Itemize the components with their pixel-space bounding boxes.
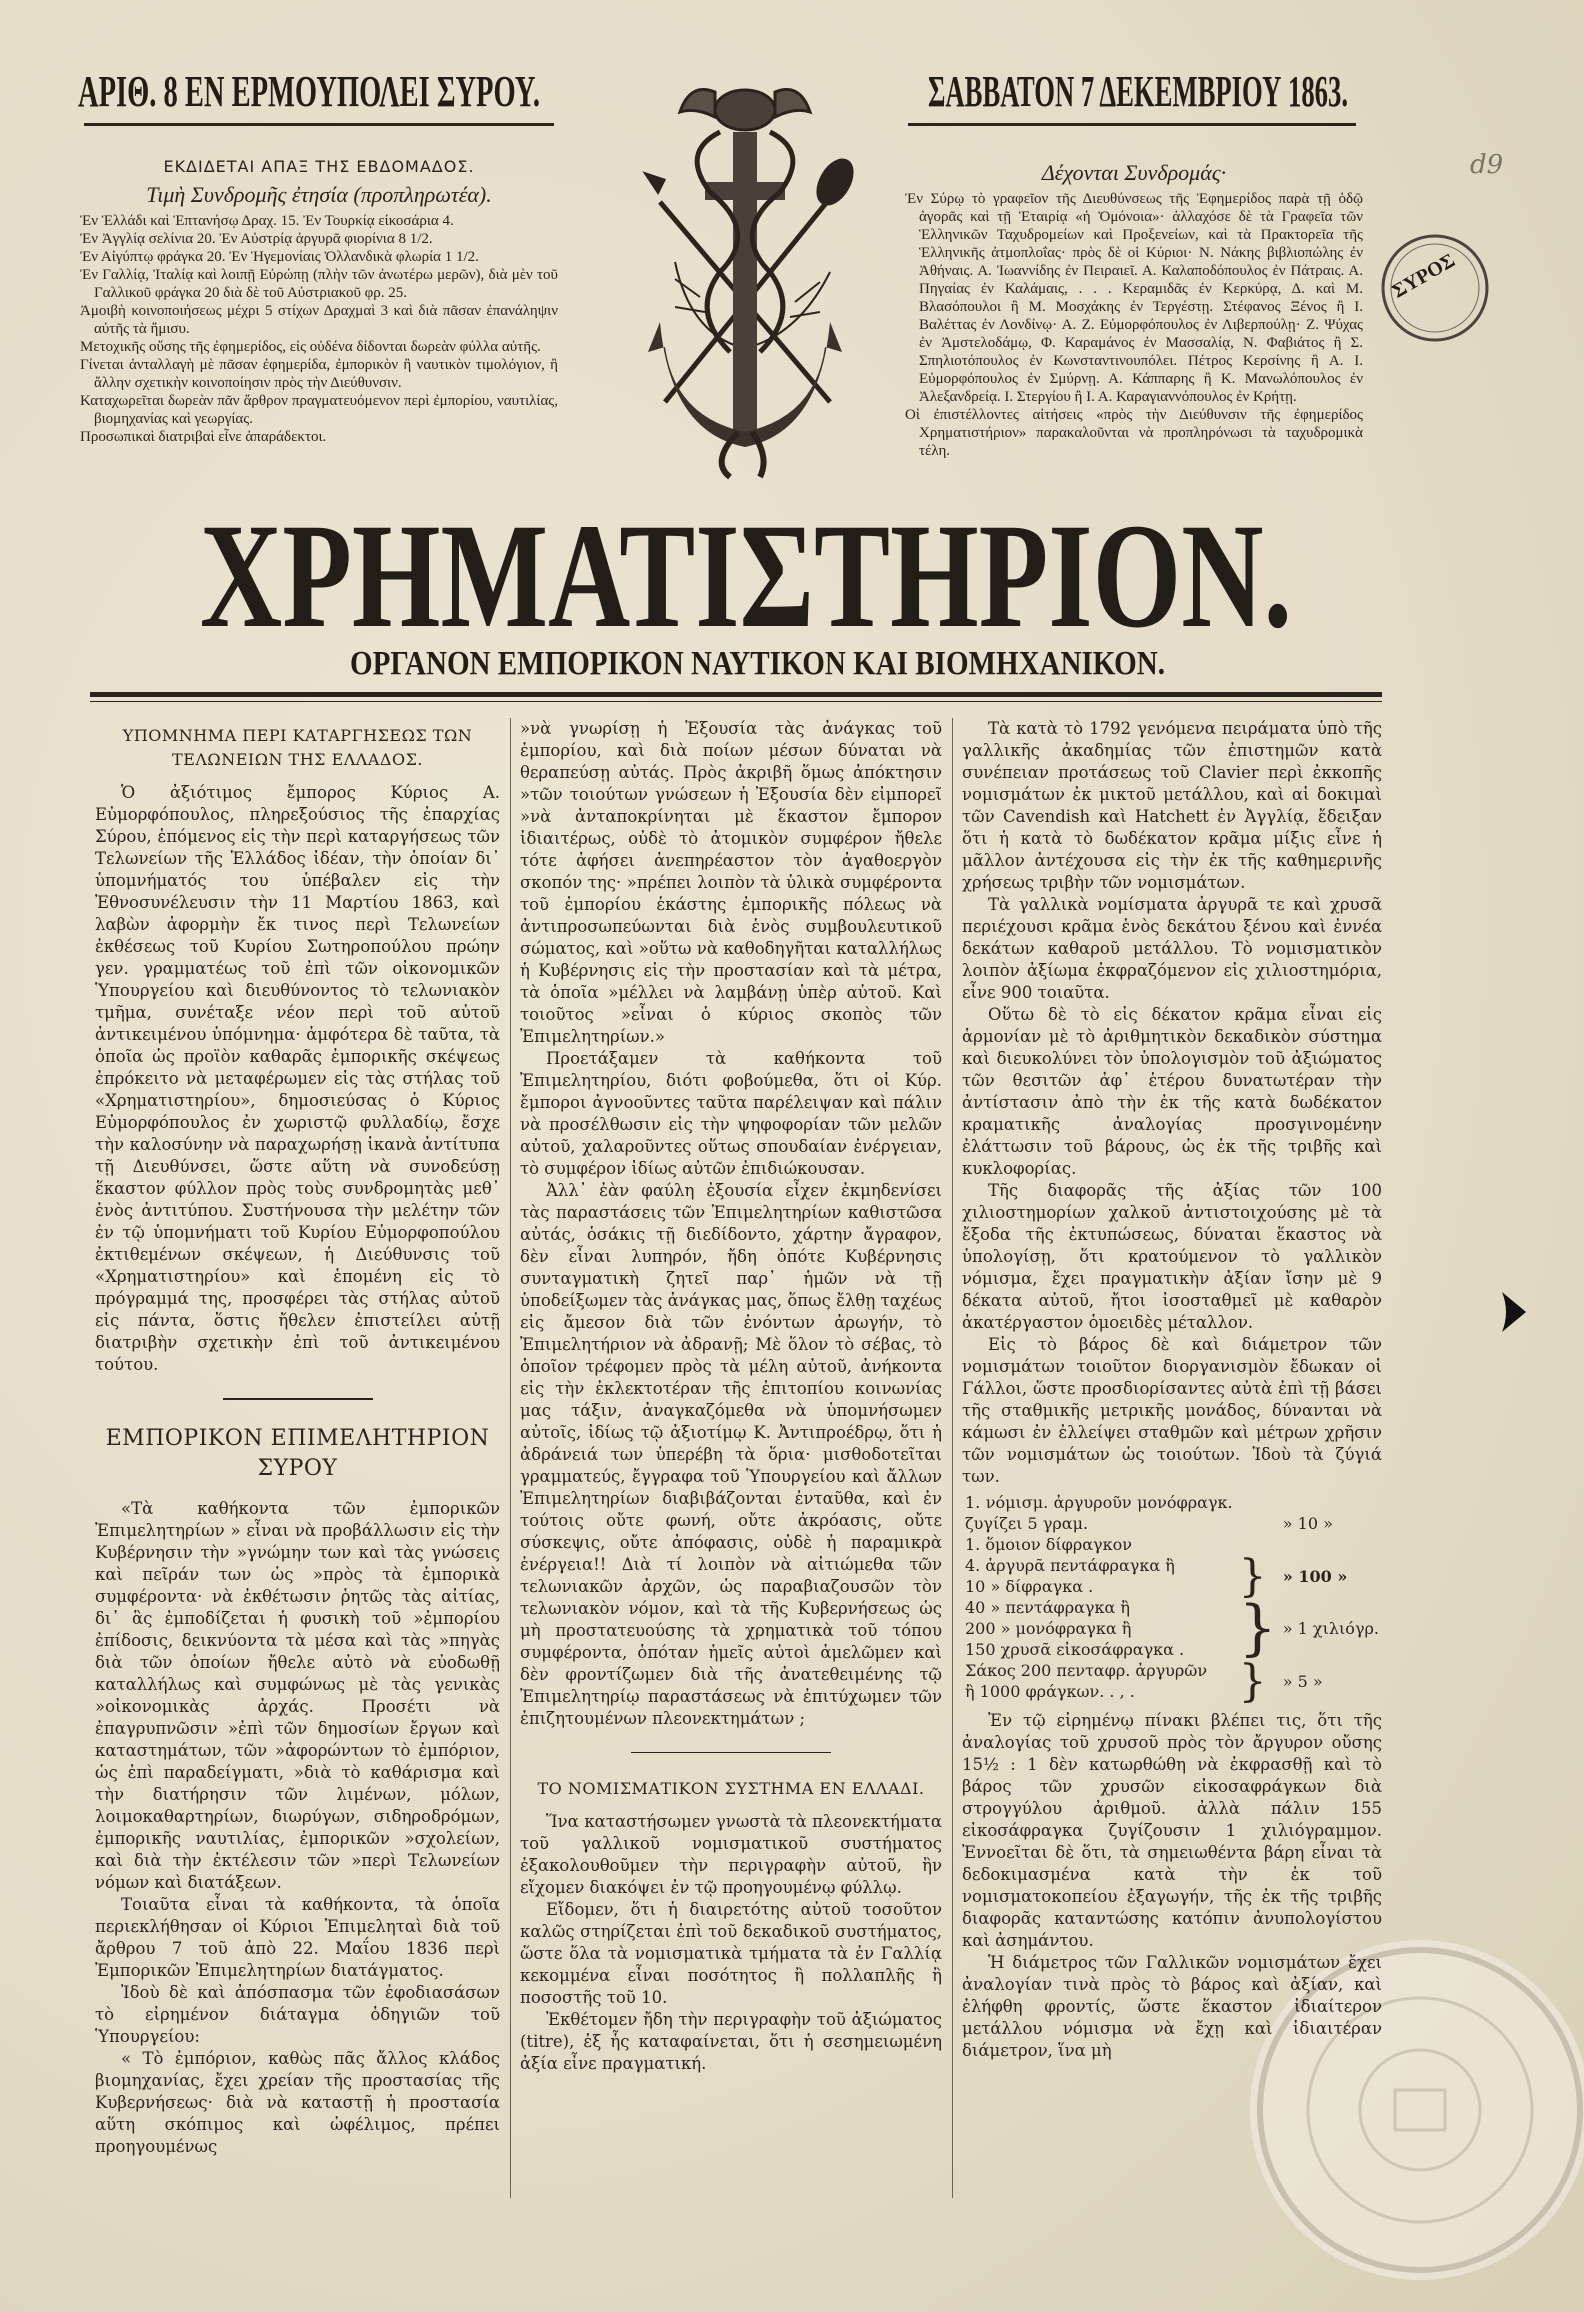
masthead-subtitle [350, 640, 1170, 682]
coin-item: 1. ὅμοιον δίφραγκον [965, 1535, 1132, 1554]
coin-item: 150 χρυσᾶ εἰκοσάφραγκα . [965, 1640, 1185, 1659]
brace: } [1238, 1550, 1267, 1602]
issue-number: ΑΡΙΘ. 8 ΕΝ ΕΡΜΟΥΠΟΛΕΙ ΣΥΡΟΥ. [78, 67, 540, 116]
price-line: Ἐν Ἑλλάδι καὶ Ἑπτανήσῳ Δραχ. 15. Ἐν Τουρκίᾳ εἰκοσάρια 4. [80, 213, 454, 229]
coin-item: Σάκος 200 πενταφρ. ἀργυρῶν [965, 1661, 1208, 1680]
notice-line: Καταχωρεῖται δωρεὰν πᾶν ἄρθρον πραγματευόμενον περὶ ἐμπορίου, ναυτιλίας, βιομηχανίας καὶ γεωργίας. [80, 393, 558, 427]
article-title: ΤΟ ΝΟΜΙΣΜΑΤΙΚΟΝ ΣΥΣΤΗΜΑ ΕΝ ΕΛΛΑΔΙ. [537, 1779, 925, 1798]
table-row [962, 1660, 1382, 1702]
article-paragraph: Τὰ κατὰ τὸ 1792 γενόμενα πειράματα ὑπὸ τῆς γαλλικῆς ἀκαδημίας τῶν ἐπιστημῶν κατὰ συνέπειαν προτάσεως τοῦ Clavier περὶ ἐκκοπῆς νομισμάτων ἐκ μικτοῦ μετάλλου, καὶ αἱ δοκιμαὶ τῶν Cavendish καὶ Hatchett ἐν Ἀγγλίᾳ, ἔδειξαν ὅτι ἡ κατὰ τὸ δωδέκατον κρᾶμα μίξις εἶνε ἡ μᾶλλον ἀντέχουσα εἰς τὴν ἐκ τῆς καθημερινῆς χρήσεως τριβὴν τῶν νομισμάτων. [962, 719, 1382, 892]
article-paragraph: Τοιαῦτα εἶναι τὰ καθήκοντα, τὰ ὁποῖα περιεκλήθησαν οἱ Κύριοι Ἐπιμεληταὶ διὰ τοῦ ἄρθρου 7 τοῦ ἀπὸ 22. Μαΐου 1836 περὶ Ἐμπορικῶν Ἐπιμελητηρίων διατάγματος. [95, 1895, 500, 1980]
article-paragraph: Προετάξαμεν τὰ καθήκοντα τοῦ Ἐπιμελητηρίου, διότι φοβούμεθα, ὅτι οἱ Κύρ. ἔμποροι ἀγνοοῦντες ταῦτα παρέλειψαν καὶ πάλιν νὰ προσέλθωσιν εἰς τὴν ψηφοφορίαν τῶν μελῶν αὐτοῦ, χαλαροῦντες οὕτως σπουδαίαν ἐνέργειαν, τὸ συμφέρον ἰδίως αὐτῶν ἐπιδιώκουσαν. [520, 1049, 942, 1178]
column-1 [95, 718, 500, 2208]
margin-note: d9 [1470, 150, 1504, 180]
article-paragraph: Οὕτω δὲ τὸ εἰς δέκατον κρᾶμα εἶναι εἰς ἁρμονίαν μὲ τὸ ἀριθμητικὸν δεκαδικὸν σύστημα καὶ διευκολύνει τὸν ὑπολογισμὸν τοῦ ἀξιώματος τῶν θεσιτῶν ἀφ᾽ ἑτέρου δυνατωτέραν τὴν ἀντίστασιν ἀπὸ τὴν ἐκ τῆς κατὰ δωδέκατον κραματικῆς ἀναλογίας προσγινομένην ἐλάττωσιν τοῦ βάρους, ὡς ἐκ τῆς τριβῆς καὶ κυκλοφορίας. [962, 1005, 1382, 1178]
article-paragraph: Ἐκθέτομεν ἤδη τὴν περιγραφὴν τοῦ ἀξιώματος (titre), ἐξ ἧς καταφαίνεται, ὅτι ἡ σεσημειωμένη ἀξία εἶνε πραγματική. [520, 2010, 942, 2073]
section-divider [631, 1752, 831, 1753]
subscription-agents [905, 160, 1363, 460]
publication-frequency: ΕΚΔΙΔΕΤΑΙ ΑΠΑΞ ΤΗΣ ΕΒΔΟΜΑΔΟΣ. [163, 157, 475, 176]
column-3 [962, 718, 1382, 2208]
brace: } [1238, 1655, 1267, 1707]
article-paragraph: Ἀλλ᾽ ἐὰν φαύλη ἐξουσία εἶχεν ἐκμηδενίσει τὰς παραστάσεις τῶν Ἐπιμελητηρίων καθιστῶσα αὐτάς, ὁσάκις τῇ διεδίδοντο, χάρτην ἄγραφον, δὲν εἶναι λυπηρόν, ἤδη ὁπότε Κυβέρνησις συνταγματικὴ ζητεῖ παρ᾽ ἡμῶν νὰ τῇ ὑποδείξωμεν τὰς ἀνάγκας μας, ὅπως ἔλθῃ ταχέως εἰς ἄμεσον διὰ τῶν ἐνόντων ἀρωγήν, τὸ Ἐπιμελητήριον νὰ ἀδρανῇ; Μὲ ὅλον τὸ σέβας, τὸ ὁποῖον τρέφομεν πρὸς τὰ μέλη αὐτοῦ, ἀνήκοντα εἰς τὴν ἐκλεκτοτέραν τῆς ἐπιτοπίου κοινωνίας μας τάξιν, ἀναγκαζόμεθα νὰ ὑπομνήσωμεν αὐτοῖς, ἰδίως τῷ ἀξιοτίμῳ Κ. Ἀντιπροέδρῳ, ὅτι ἡ ἀδράνειά των ὑπερέβη τὰ ὅρια· μισθοδοτεῖται γραμματεύς, ἔγγραφα τοῦ Ὑπουργείου καὶ ἄλλων Ἐπιμελητηρίων διαβιβάζονται ἐνταῦθα, καὶ ἐν τούτοις οὔτε φωνή, οὔτε ἀκρόασις, οὔτε σύσκεψις, οὔτε ἀπόφασις, οὐδὲ ἡ παραμικρὰ ἐνέργεια!! Διὰ τί λοιπὸν νὰ αἰτιώμεθα τῶν τελωνιακῶν ἀρχῶν, ὡς παραβιαζουσῶν τὸν τελωνιακὸν νόμον, καὶ τὰ τῆς Κυβερνήσεως ὡς μὴ προστατευούσης τὰ χρηματικὰ τοῦ τόπου συμφέροντα, ὁπόταν ἡμεῖς αὐτοὶ ἀμελῶμεν καὶ δὲν φροντίζωμεν διὰ τῆς ἀνατεθειμένης τῷ Ἐπιμελητηρίῳ παραστάσεως νὰ ἐπιτύχωμεν τῶν ἐπιζητουμένων πλεονεκτημάτων ; [520, 1181, 942, 1728]
coin-item: ἢ 1000 φράγκων. . , . [965, 1682, 1135, 1701]
table-cell [962, 1492, 1236, 1555]
arrow-marker-icon [1498, 1290, 1528, 1334]
column-divider [952, 718, 953, 2198]
table-cell [962, 1660, 1236, 1702]
masthead-rule-thick [90, 692, 1382, 697]
coin-item: 1. νόμισμ. ἀργυροῦν μονόφραγκ. ζυγίζει 5 γραμ. [965, 1493, 1233, 1533]
newspaper-subtitle: ΟΡΓΑΝΟΝ ΕΜΠΟΡΙΚΟΝ ΝΑΥΤΙΚΟΝ ΚΑΙ ΒΙΟΜΗΧΑΝΙΚΟΝ. [350, 645, 1165, 682]
article-paragraph: »νὰ γνωρίσῃ ἡ Ἐξουσία τὰς ἀνάγκας τοῦ ἐμπορίου, καὶ διὰ ποίων μέσων δύναται νὰ θεραπεύσῃ αὐτάς. Πρὸς ἀκριβῆ ὅμως ἀπόκτησιν »τῶν τοιούτων γνώσεων ἡ Ἐξουσία δὲν εἰμπορεῖ »νὰ ἀνταποκρίνηται μὲ ἕκαστον ἔμπορον ἰδιαιτέρως, οὐδὲ τὸ ἀτομικὸν συμφέρον ἤθελε τότε ἀφήσει ἀνεπηρέαστον τὸν ἀγαθοεργὸν σκοπόν της· »πρέπει λοιπὸν τὰ ὑλικὰ συμφέροντα τοῦ ἐμπορίου ἑκάστης ἐμπορικῆς πόλεως νὰ ἀντιπροσωπεύωνται διὰ ἑνὸς συμβουλευτικοῦ σώματος, καὶ »οὕτω νὰ καθοδηγῆται καταλλήλως ἡ Κυβέρνησις εἰς τὴν προστασίαν καὶ τὰ μέτρα, τὰ ὁποῖα »μέλλει νὰ λαμβάνῃ ὑπὲρ αὐτοῦ. Καὶ τοιοῦτος »εἶναι ὁ κύριος σκοπὸς τῶν Ἐπιμελητηρίων.» [520, 719, 942, 1046]
issue-line [78, 66, 548, 116]
coin-item: 40 » πεντάφραγκα ἢ [965, 1598, 1130, 1617]
article-paragraph: Ἰδοὺ δὲ καὶ ἀπόσπασμα τῶν ἐφοδιασάσων τὸ εἰρημένον διάταγμα ὁδηγιῶν τοῦ Ὑπουργείου: [95, 1983, 500, 2046]
article-paragraph: Εἴδομεν, ὅτι ἡ διαιρετότης αὐτοῦ τοσοῦτον καλῶς στηρίζεται ἐπὶ τοῦ δεκαδικοῦ συστήματος, ὥστε ὅλα τὰ νομισματικὰ τμήματα τὰ ἐν Γαλλίᾳ κεκομμένα εἶναι ποσότητος ἢ πολλαπλῆς ἢ ποσοστῆς τοῦ 10. [520, 1900, 942, 2007]
subscription-price-title: Τιμὴ Συνδρομῆς ἐτησία (προπληρωτέα). [146, 182, 492, 207]
notice-line: Μετοχικῆς οὔσης τῆς ἐφημερίδος, εἰς οὐδένα δίδονται δωρεὰν φύλλα αὐτῆς. [80, 339, 541, 355]
weight-value: » 10 » [1282, 1514, 1333, 1533]
brace: } [1238, 1593, 1277, 1663]
price-line: Ἐν Ἀγγλίᾳ σελίνια 20. Ἐν Αὐστρίᾳ ἀργυρᾶ φιορίνια 8 1/2. [80, 231, 433, 247]
date-line [928, 66, 1358, 116]
coin-item: 4. ἀργυρᾶ πεντάφραγκα ἢ [965, 1556, 1175, 1575]
weight-value: » 5 » [1282, 1671, 1323, 1691]
postmark-stamp-icon [1375, 228, 1495, 348]
table-cell [962, 1555, 1236, 1597]
article-title: ΕΜΠΟΡΙΚΟΝ ΕΠΙΜΕΛΗΤΗΡΙΟΝ ΣΥΡΟΥ [105, 1426, 490, 1481]
table-row [962, 1597, 1382, 1660]
coin-item: 200 » μονόφραγκα ἢ [965, 1619, 1132, 1638]
masthead [200, 506, 1300, 636]
notice-line: Γίνεται ἀνταλλαγὴ μὲ πᾶσαν ἐφημερίδα, ἐμπορικὸν ἢ ναυτικὸν τιμολόγιον, ἢ ἄλλην σχετικὴν κοινοποίησιν πρὸς τὴν Διεύθυνσιν. [80, 357, 558, 391]
article-paragraph: Τῆς διαφορᾶς τῆς ἀξίας τῶν 100 χιλιοστημορίων χαλκοῦ ἀντιστοιχούσης μὲ τὰ ἔξοδα τῆς ἐκτυπώσεως, δύναται ἕκαστος νὰ ὑπολογίσῃ, ὅτι κρατούμενον τὸ γαλλικὸν νόμισμα, ἔχει πραγματικὴν ἀξίαν ἴσην μὲ 9 δέκατα αὐτοῦ, ἤτοι ἰσοσταθμεῖ μὲ καθαρὸν ἀκατέργαστον ὁμοειδὲς μέταλλον. [962, 1181, 1382, 1332]
weight-value: » 100 » [1282, 1566, 1348, 1586]
agents-list: Ἐν Σύρῳ τὸ γραφεῖον τῆς Διευθύνσεως τῆς Ἐφημερίδος παρὰ τῇ ὁδῷ ἀγορᾶς καὶ τῇ Ἑταιρίᾳ «ἡ Ὁμόνοια»· ἀλλαχόσε δὲ τὰ Γραφεῖα τῶν Ἑλληνικῶν Ταχυδρομείων καὶ Προξενείων, καὶ τὰ Πρακτορεῖα τῆς Ἑλληνικῆς ἀτμοπλοΐας· πρὸς δὲ οἱ Κύριοι· Ν. Νάκης βιβλιοπώλης ἐν Ἀθήναις. Α. Ἰωαννίδης ἐν Πειραιεῖ. Α. Καλαποδόπουλος ἐν Πάτραις. Α. Πηγαίας ἐν Καλάμαις, . . . Κεραμιδᾶς ἐν Κερκύρᾳ, Δ. καὶ Μ. Βλασόπουλοι ἢ Μ. Μοσχάκης ἐν Τεργέστῃ. Στέφανος Ξένος ἢ Ι. Βαλέττας ἐν Λονδίνῳ· Α. Ζ. Εὐμορφόπουλος ἐν Λιβερπούλῃ· Ζ. Ψύχας ἐν Ἀμστελοδάμῳ, Φ. Καραμάνος ἐν Μασσαλίᾳ, Ν. Φαβιάτος ἢ Σ. Σπηλιοτόπουλος ἐν Κωνσταντινουπόλει. Πέτρος Κερσίνης ἢ Α. Ι. Εὐμορφόπουλος ἐν Σμύρνῃ. Α. Κάππαρης ἢ Κ. Μανωλόπουλος ἐν Ἀλεξανδρείᾳ. Ι. Στεργίου ἢ Ι. Α. Καραγιαννόπουλος ἐν Κρήτῃ. [905, 191, 1363, 405]
notice-line: Ἀμοιβὴ κοινοποιήσεως μέχρι 5 στίχων Δραχμαὶ 3 καὶ διὰ πᾶσαν ἐπανάληψιν αὐτῆς τὰ ἥμισυ. [80, 303, 558, 337]
newspaper-title: ΧΡΗΜΑΤΙΣΤΗΡΙΟΝ. [200, 506, 1292, 636]
weight-value: » 1 χιλιόγρ. [1282, 1619, 1379, 1638]
anchor-caduceus-emblem-icon [620, 72, 870, 482]
table-row [962, 1555, 1382, 1597]
header-rule-left [84, 123, 554, 126]
agents-title: Δέχονται Συνδρομάς· [1041, 160, 1227, 185]
price-line: Ἐν Γαλλίᾳ, Ἰταλίᾳ καὶ λοιπῇ Εὐρώπῃ (πλὴν τῶν ἀνωτέρω μερῶν), διὰ μὲν τοῦ Γαλλικοῦ φράγκα 20 διὰ δὲ τοῦ Αὐστριακοῦ φρ. 25. [80, 267, 558, 301]
notice-line: Προσωπικαὶ διατριβαὶ εἶνε ἀπαράδεκτοι. [80, 429, 327, 445]
subscription-info [80, 158, 558, 446]
price-line: Ἐν Αἰγύπτῳ φράγκα 20. Ἐν Ἡγεμονίαις Ὀλλανδικὰ φλωρία 1 1/2. [80, 249, 479, 265]
article-paragraph: « Τὸ ἐμπόριον, καθὼς πᾶς ἄλλος κλάδος βιομηχανίας, ἔχει χρείαν τῆς προστασίας τῆς Κυβερνήσεως· διὰ νὰ καταστῇ ἡ προστασία αὕτη σκόπιμος καὶ ὠφέλιμος, πρέπει προηγουμένως [95, 2049, 500, 2156]
issue-date: ΣΑΒΒΑΤΟΝ 7 ΔΕΚΕΜΒΡΙΟΥ 1863. [928, 67, 1348, 116]
header-rule-right [908, 123, 1356, 126]
column-2 [520, 718, 942, 2208]
article-paragraph: «Τὰ καθήκοντα τῶν ἐμπορικῶν Ἐπιμελητηρίων » εἶναι νὰ προβάλλωσιν εἰς τὴν Κυβέρνησιν τὴν »γνώμην των καὶ τὰς γνώσεις καὶ πεῖράν των ὡς »πρὸς τὰ ἐμπορικὰ συμφέροντα· νὰ ἐκθέτωσιν ῥητῶς τὰς αἰτίας, δι᾽ ἃς ἐμποδίζεται ἡ φυσικὴ τοῦ »ἐμπορίου ἐπίδοσις, δεικνύοντα τὰ μέσα καὶ τὰς »πηγὰς διὰ τῶν ὁποίων ἤθελε αὐτὸ νὰ εὐοδωθῇ καταλλήλως καὶ συμφώνως μὲ τὰς γενικὰς »οἰκονομικὰς ἀρχάς. Προσέτι νὰ ἐπαγρυπνῶσιν »ἐπὶ τῶν δημοσίων ἔργων καὶ καταστημάτων, τῶν »ἀφορώντων τὸ ἐμπόριον, ὡς ἐπὶ παραδείγματι, »διὰ τὸ καθάρισμα καὶ τὴν διατήρησιν τῶν λιμένων, μόλων, λοιμοκαθαρτηρίων, διωρύγων, σιδηροδρόμων, ἐμπορικῆς ναυτιλίας, ἐμπορικῶν »σχολείων, καὶ διὰ τὴν ἐκτέλεσιν τῶν »περὶ Τελωνείων νόμων καὶ διατάξεων. [95, 1499, 500, 1892]
article-paragraph: Ἡ διάμετρος τῶν Γαλλικῶν νομισμάτων ἔχει ἀναλογίαν τινὰ πρὸς τὸ βάρος καὶ ἀξίαν, καὶ ἐλήφθη φροντίς, ὥστε ἕκαστον ἰδιαίτερον μετάλλου νόμισμα νὰ ἔχῃ καὶ ἰδιαιτέραν διάμετρον, ἵνα μὴ [962, 1953, 1382, 2060]
article-paragraph: Εἰς τὸ βάρος δὲ καὶ διάμετρον τῶν νομισμάτων τοιοῦτον διοργανισμὸν ἔδωκαν οἱ Γάλλοι, ὥστε προσδιορίσαντες αὐτὰ ἐπὶ τῇ βάσει τῆς σταθμικῆς μετρικῆς μονάδος, δύνανται νὰ κάμωσι ἐν ἐλλείψει σταθμῶν καὶ μέτρων χρῆσιν τῶν νομισμάτων ὡς τοιούτων. Ἰδοὺ τὰ ζύγιά των. [962, 1335, 1382, 1486]
postage-note: Οἱ ἐπιστέλλοντες αἰτήσεις «πρὸς τὴν Διεύθυνσιν τῆς ἐφημερίδος Χρηματιστήριον» παρακαλοῦνται νὰ προπληρόνωσι τὰ ταχυδρομικὰ τέλη. [905, 407, 1363, 459]
postmark-text: ΣΥΡΟΣ [1388, 249, 1459, 303]
article-title: ΥΠΟΜΝΗΜΑ ΠΕΡΙ ΚΑΤΑΡΓΗΣΕΩΣ ΤΩΝ ΤΕΛΩΝΕΙΩΝ ΤΗΣ ΕΛΛΑΔΟΣ. [122, 726, 473, 769]
table-row [962, 1492, 1382, 1555]
article-paragraph: Ὁ ἀξιότιμος ἔμπορος Κύριος Α. Εὐμορφόπουλος, πληρεξούσιος τῆς ἐπαρχίας Σύρου, ἑπόμενος εἰς τὴν περὶ καταργήσεως τῶν Τελωνείων τῆς Ἑλλάδος ἰδέαν, τὴν ὁποίαν δι᾽ ὑπομνήματός του ὑπέβαλεν εἰς τὴν Ἐθνοσυνέλευσιν τὴν 11 Μαρτίου 1863, καὶ λαβὼν ἀφορμὴν ἔκ τινος περὶ Τελωνείων ἐκθέσεως τοῦ Κυρίου Σωτηροπούλου πρώην γεν. γραμματέως τοῦ ἐπὶ τῶν οἰκονομικῶν Ὑπουργείου καὶ διευθύνοντος τὸ τελωνιακὸν τμῆμα, συνέταξε νέον περὶ τοῦ αὐτοῦ ἀντικειμένου ὑπόμνημα· ἀμφότερα δὲ ταῦτα, τὰ ὁποῖα ὡς προϊὸν καθαρᾶς ἐμπορικῆς σκέψεως ἐπρόκειτο νὰ μεταφέρωμεν εἰς τὰς στήλας τοῦ «Χρηματιστηρίου», δημοσιεύσας ὁ Κύριος Εὐμορφόπουλος ἐν χωριστῷ φυλλαδίῳ, ἔσχε τὴν καλοσύνην νὰ παραχωρήσῃ ἱκανὰ ἀντίτυπα τῇ Διευθύνσει, ὥστε αὕτη νὰ συνοδεύσῃ ἕκαστον φύλλον πρὸς τοὺς συνδρομητὰς μεθ᾽ ἑνὸς ἀντιτύπου. Συστήνουσα τὴν μελέτην τῶν ἐν τῷ ὑπομνήματι τοῦ Κυρίου Εὐμορφοπούλου ἐκτιθεμένων σκέψεων, ἡ Διεύθυνσις τοῦ «Χρηματιστηρίου» καὶ ἑπομένη εἰς τὸ πρόγραμμά της, προσφέρει τὰς στήλας αὐτοῦ εἰς πάντα, ὅστις ἤθελεν ἐπιστείλει αὐτῇ διατριβὴν σχετικὴν ἐπὶ τοῦ ἀντικειμένου τούτου. [95, 783, 500, 1374]
coin-weights-table [962, 1492, 1382, 1707]
coin-item: 10 » δίφραγκα . [965, 1577, 1094, 1596]
article-paragraph: Τὰ γαλλικὰ νομίσματα ἀργυρᾶ τε καὶ χρυσᾶ περιέχουσι κρᾶμα ἑνὸς δεκάτου ξένου καὶ ἐννέα δεκάτων καθαροῦ μετάλλου. Τὸ νομισματικὸν λοιπὸν ἀξίωμα ἐκφραζόμενον εἰς χιλιοστημόρια, εἶνε 900 τοιαῦτα. [962, 895, 1382, 1002]
article-paragraph: Ἐν τῷ εἰρημένῳ πίνακι βλέπει τις, ὅτι τῆς ἀναλογίας τοῦ χρυσοῦ πρὸς τὸν ἄργυρον οὔσης 15½ : 1 δὲν κατωρθώθη νὰ ἐκφρασθῇ καὶ τὸ βάρος τῶν χρυσῶν εἰκοσαφράγκων διὰ στρογγύλου ἀριθμοῦ. ἀλλὰ πάλιν 155 εἰκοσάφραγκα ζυγίζουσιν 1 χιλιόγραμμον. Ἐννοεῖται δὲ ὅτι, τὰ σημειωθέντα βάρη εἶναι τὰ δεδοκιμασμένα κατὰ τὴν ἐκ τοῦ νομισματοκοπείου ἐξαγωγήν, τῆς ἐκ τῆς τριβῆς διαφορᾶς καταντώσης κατόπιν ἀνυπολογίστου καὶ ἀσημάντου. [962, 1711, 1382, 1950]
masthead-rule-thin [90, 701, 1382, 702]
column-divider [510, 718, 511, 2198]
section-divider [223, 1398, 373, 1400]
table-cell [962, 1597, 1236, 1660]
article-paragraph: Ἵνα καταστήσωμεν γνωστὰ τὰ πλεονεκτήματα τοῦ γαλλικοῦ νομισματικοῦ συστήματος ἐξακολουθοῦμεν τὴν περιγραφὴν αὐτοῦ, ἣν εἴχομεν διακόψει ἐν τῷ προηγουμένῳ φύλλῳ. [520, 1812, 942, 1897]
